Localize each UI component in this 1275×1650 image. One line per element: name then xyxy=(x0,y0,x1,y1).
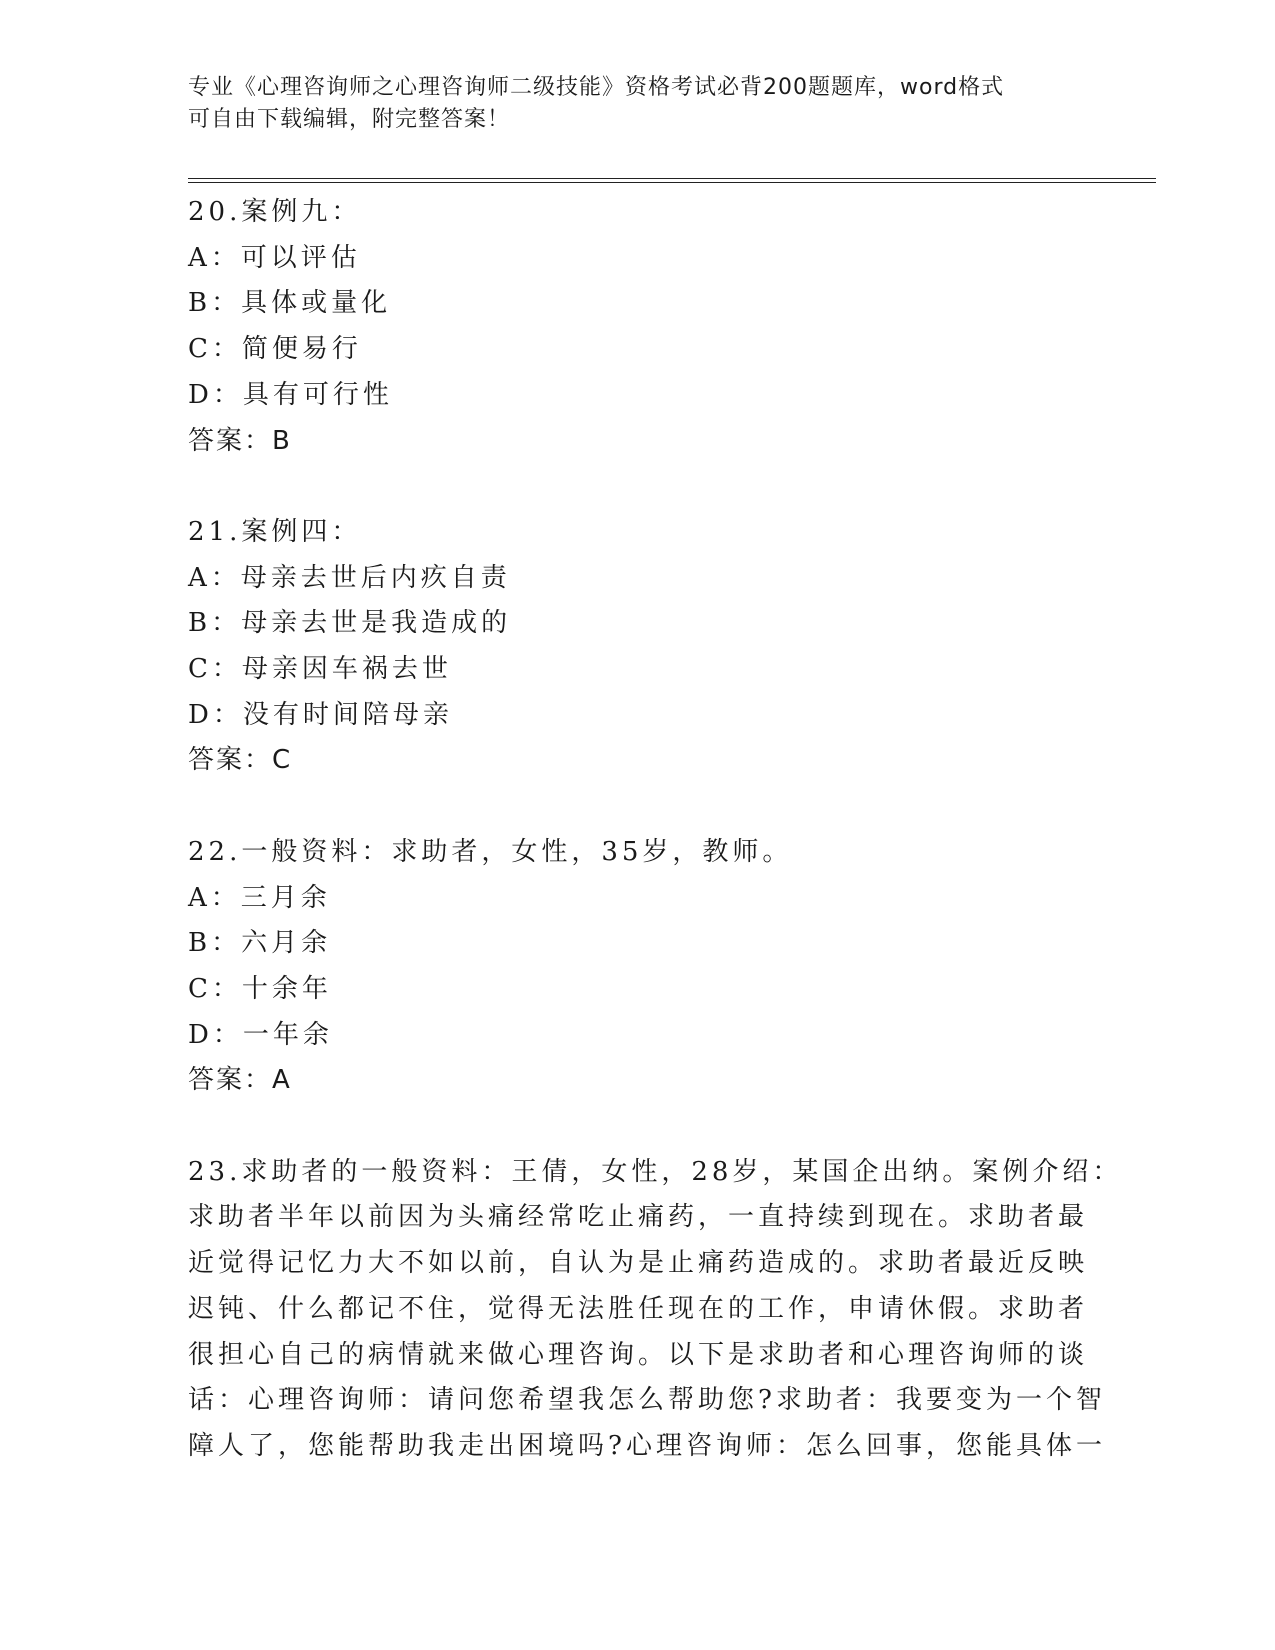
option-a: A：母亲去世后内疚自责 xyxy=(188,562,511,593)
header-divider-bottom xyxy=(188,182,1156,183)
option-d: D：没有时间陪母亲 xyxy=(188,699,453,730)
question-text-line: 近觉得记忆力大不如以前，自认为是止痛药造成的。求助者最近反映 xyxy=(188,1248,1089,1279)
option-a: A：可以评估 xyxy=(188,242,361,273)
option-c: C：简便易行 xyxy=(188,334,362,365)
question-text-line: 求助者半年以前因为头痛经常吃止痛药，一直持续到现在。求助者最 xyxy=(188,1202,1089,1233)
option-b: B：六月余 xyxy=(188,928,332,959)
question-stem: 20.案例九： xyxy=(188,197,362,227)
header-title-line-1: 专业《心理咨询师之心理咨询师二级技能》资格考试必背200题题库，word格式 xyxy=(188,75,1005,100)
option-d: D：一年余 xyxy=(188,1019,333,1050)
question-stem: 21.案例四： xyxy=(188,516,362,547)
answer-label: 答案：B xyxy=(188,425,292,456)
question-23 xyxy=(188,1150,1123,1470)
answer-label: 答案：A xyxy=(188,1065,292,1096)
answer-label: 答案：C xyxy=(188,745,293,776)
document-header xyxy=(188,72,1068,136)
question-text-line: 迟钝、什么都记不住，觉得无法胜任现在的工作，申请休假。求助者 xyxy=(188,1293,1089,1324)
option-b: B：母亲去世是我造成的 xyxy=(188,608,512,639)
question-22 xyxy=(188,830,1078,1104)
option-a: A：三月余 xyxy=(188,882,331,913)
option-c: C：十余年 xyxy=(188,973,332,1004)
question-stem: 22.一般资料：求助者，女性，35岁，教师。 xyxy=(188,836,793,867)
option-d: D：具有可行性 xyxy=(188,379,393,410)
header-title-line-2: 可自由下载编辑，附完整答案！ xyxy=(188,107,511,132)
option-b: B：具体或量化 xyxy=(188,288,392,319)
question-text-line: 障人了，您能帮助我走出困境吗?心理咨询师：怎么回事，您能具体一 xyxy=(188,1430,1106,1461)
option-c: C：母亲因车祸去世 xyxy=(188,654,452,685)
question-20 xyxy=(188,190,1078,464)
header-divider-top xyxy=(188,178,1156,179)
question-text-line: 很担心自己的病情就来做心理咨询。以下是求助者和心理咨询师的谈 xyxy=(188,1339,1089,1370)
question-list xyxy=(188,190,1123,1470)
question-text-line: 23.求助者的一般资料：王倩，女性，28岁，某国企出纳。案例介绍： xyxy=(188,1156,1123,1187)
question-text-line: 话：心理咨询师：请问您希望我怎么帮助您?求助者：我要变为一个智 xyxy=(188,1385,1106,1416)
question-21 xyxy=(188,510,1078,784)
